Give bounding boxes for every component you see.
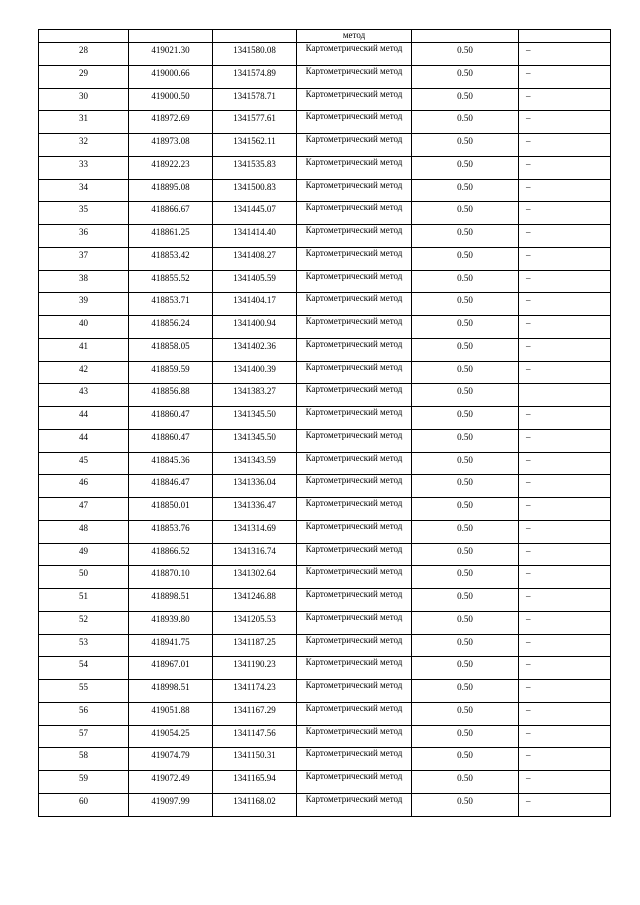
cell-accuracy: 0.50 (412, 589, 519, 612)
cell-accuracy: 0.50 (412, 543, 519, 566)
cell-method: Картометрический метод (297, 316, 412, 339)
cell-point-number: 39 (39, 293, 129, 316)
cell-note: – (519, 611, 611, 634)
cell-accuracy: 0.50 (412, 270, 519, 293)
cell-y-coordinate: 1341345.50 (213, 407, 297, 430)
cell-point-number: 49 (39, 543, 129, 566)
cell-x-coordinate: 419021.30 (129, 43, 213, 66)
cell-note: – (519, 270, 611, 293)
cell-point-number: 37 (39, 247, 129, 270)
cell-point-number: 58 (39, 748, 129, 771)
cell-x-coordinate: 418858.05 (129, 338, 213, 361)
cell-method: Картометрический метод (297, 748, 412, 771)
cell-x-coordinate: 418856.24 (129, 316, 213, 339)
cell-x-coordinate: 419000.50 (129, 88, 213, 111)
cell-x-coordinate: 418973.08 (129, 134, 213, 157)
cell-accuracy: 0.50 (412, 566, 519, 589)
cell-x-coordinate: 418941.75 (129, 634, 213, 657)
cell-accuracy: 0.50 (412, 429, 519, 452)
cell-note: – (519, 179, 611, 202)
cell-point-number: 53 (39, 634, 129, 657)
cell-point-number: 32 (39, 134, 129, 157)
table-row (39, 498, 611, 521)
cell-y-coordinate: 1341187.25 (213, 634, 297, 657)
cell-y-coordinate: 1341574.89 (213, 65, 297, 88)
table-row (39, 316, 611, 339)
cell-point-number: 57 (39, 725, 129, 748)
cell-y-coordinate: 1341408.27 (213, 247, 297, 270)
cell-point-number: 54 (39, 657, 129, 680)
cell-point-number: 56 (39, 702, 129, 725)
cell-x-coordinate: 418861.25 (129, 225, 213, 248)
cell-point-number: 28 (39, 43, 129, 66)
cell-accuracy: 0.50 (412, 88, 519, 111)
table-row (39, 88, 611, 111)
cell-accuracy: 0.50 (412, 43, 519, 66)
cell-y-coordinate: 1341383.27 (213, 384, 297, 407)
cell-method: Картометрический метод (297, 771, 412, 794)
cell-method: Картометрический метод (297, 475, 412, 498)
cell-note: – (519, 316, 611, 339)
cell-note: – (519, 520, 611, 543)
cell-note: – (519, 65, 611, 88)
cell-y-coordinate: 1341336.04 (213, 475, 297, 498)
cell-x-coordinate: 419051.88 (129, 702, 213, 725)
cell-method: Картометрический метод (297, 225, 412, 248)
table-row (39, 475, 611, 498)
cell-x-coordinate (129, 30, 213, 43)
cell-method: Картометрический метод (297, 702, 412, 725)
cell-note (519, 30, 611, 43)
table-row (39, 384, 611, 407)
cell-x-coordinate: 418859.59 (129, 361, 213, 384)
cell-point-number: 55 (39, 680, 129, 703)
cell-y-coordinate: 1341577.61 (213, 111, 297, 134)
cell-accuracy: 0.50 (412, 247, 519, 270)
coordinates-table (38, 29, 611, 817)
cell-x-coordinate: 418850.01 (129, 498, 213, 521)
table-row (39, 407, 611, 430)
cell-accuracy: 0.50 (412, 657, 519, 680)
cell-x-coordinate: 418972.69 (129, 111, 213, 134)
cell-method: Картометрический метод (297, 179, 412, 202)
table-row (39, 520, 611, 543)
cell-y-coordinate: 1341314.69 (213, 520, 297, 543)
cell-x-coordinate: 418967.01 (129, 657, 213, 680)
table-row (39, 771, 611, 794)
cell-accuracy: 0.50 (412, 293, 519, 316)
cell-accuracy: 0.50 (412, 65, 519, 88)
cell-method: Картометрический метод (297, 793, 412, 816)
cell-note: – (519, 111, 611, 134)
cell-note: – (519, 134, 611, 157)
cell-x-coordinate: 418922.23 (129, 156, 213, 179)
table-row (39, 702, 611, 725)
cell-x-coordinate: 419072.49 (129, 771, 213, 794)
cell-note: – (519, 793, 611, 816)
cell-point-number: 41 (39, 338, 129, 361)
table-row (39, 293, 611, 316)
cell-point-number: 51 (39, 589, 129, 612)
cell-point-number: 35 (39, 202, 129, 225)
table-row (39, 202, 611, 225)
cell-y-coordinate (213, 30, 297, 43)
cell-y-coordinate: 1341535.83 (213, 156, 297, 179)
cell-y-coordinate: 1341345.50 (213, 429, 297, 452)
cell-point-number: 42 (39, 361, 129, 384)
cell-method: Картометрический метод (297, 156, 412, 179)
cell-method: Картометрический метод (297, 634, 412, 657)
cell-x-coordinate: 419000.66 (129, 65, 213, 88)
cell-note: – (519, 771, 611, 794)
cell-y-coordinate: 1341445.07 (213, 202, 297, 225)
cell-note: – (519, 725, 611, 748)
table-row (39, 361, 611, 384)
cell-note: – (519, 88, 611, 111)
cell-y-coordinate: 1341168.02 (213, 793, 297, 816)
cell-y-coordinate: 1341336.47 (213, 498, 297, 521)
cell-method: Картометрический метод (297, 270, 412, 293)
cell-method: Картометрический метод (297, 247, 412, 270)
cell-note: – (519, 475, 611, 498)
cell-point-number: 52 (39, 611, 129, 634)
cell-note: – (519, 566, 611, 589)
table-row (39, 225, 611, 248)
cell-accuracy: 0.50 (412, 316, 519, 339)
table-row (39, 134, 611, 157)
cell-method: Картометрический метод (297, 338, 412, 361)
cell-y-coordinate: 1341147.56 (213, 725, 297, 748)
cell-y-coordinate: 1341580.08 (213, 43, 297, 66)
cell-x-coordinate: 419054.25 (129, 725, 213, 748)
cell-accuracy: 0.50 (412, 680, 519, 703)
cell-y-coordinate: 1341316.74 (213, 543, 297, 566)
cell-method: Картометрический метод (297, 611, 412, 634)
cell-point-number: 40 (39, 316, 129, 339)
cell-point-number: 45 (39, 452, 129, 475)
cell-note: – (519, 748, 611, 771)
cell-note: – (519, 429, 611, 452)
cell-x-coordinate: 418846.47 (129, 475, 213, 498)
cell-x-coordinate: 419097.99 (129, 793, 213, 816)
cell-note: – (519, 543, 611, 566)
cell-method: Картометрический метод (297, 657, 412, 680)
cell-y-coordinate: 1341174.23 (213, 680, 297, 703)
cell-accuracy: 0.50 (412, 202, 519, 225)
cell-method: Картометрический метод (297, 589, 412, 612)
table-row (39, 611, 611, 634)
cell-point-number: 34 (39, 179, 129, 202)
cell-accuracy: 0.50 (412, 452, 519, 475)
table-row (39, 156, 611, 179)
cell-accuracy: 0.50 (412, 179, 519, 202)
cell-point-number: 48 (39, 520, 129, 543)
cell-method: Картометрический метод (297, 520, 412, 543)
cell-note: – (519, 361, 611, 384)
cell-x-coordinate: 418895.08 (129, 179, 213, 202)
cell-note: – (519, 225, 611, 248)
cell-point-number: 46 (39, 475, 129, 498)
cell-y-coordinate: 1341500.83 (213, 179, 297, 202)
cell-accuracy: 0.50 (412, 475, 519, 498)
cell-x-coordinate: 418866.67 (129, 202, 213, 225)
cell-x-coordinate: 418853.76 (129, 520, 213, 543)
cell-note (519, 384, 611, 407)
cell-y-coordinate: 1341405.59 (213, 270, 297, 293)
cell-accuracy: 0.50 (412, 725, 519, 748)
cell-point-number: 43 (39, 384, 129, 407)
cell-method: Картометрический метод (297, 134, 412, 157)
cell-method: Картометрический метод (297, 680, 412, 703)
cell-x-coordinate: 418866.52 (129, 543, 213, 566)
cell-note: – (519, 247, 611, 270)
cell-method: Картометрический метод (297, 452, 412, 475)
cell-x-coordinate: 418998.51 (129, 680, 213, 703)
cell-point-number: 59 (39, 771, 129, 794)
cell-accuracy: 0.50 (412, 520, 519, 543)
table-row (39, 43, 611, 66)
cell-accuracy: 0.50 (412, 384, 519, 407)
cell-accuracy: 0.50 (412, 134, 519, 157)
cell-note: – (519, 680, 611, 703)
cell-y-coordinate: 1341205.53 (213, 611, 297, 634)
cell-x-coordinate: 418853.71 (129, 293, 213, 316)
table-row (39, 543, 611, 566)
cell-note: – (519, 43, 611, 66)
cell-note: – (519, 452, 611, 475)
table-row (39, 247, 611, 270)
cell-accuracy: 0.50 (412, 634, 519, 657)
table-row (39, 680, 611, 703)
cell-note: – (519, 702, 611, 725)
cell-note: – (519, 156, 611, 179)
cell-y-coordinate: 1341400.39 (213, 361, 297, 384)
cell-point-number: 38 (39, 270, 129, 293)
cell-accuracy: 0.50 (412, 407, 519, 430)
cell-note: – (519, 589, 611, 612)
cell-note: – (519, 338, 611, 361)
table-row (39, 725, 611, 748)
cell-y-coordinate: 1341190.23 (213, 657, 297, 680)
table-row (39, 65, 611, 88)
cell-note: – (519, 293, 611, 316)
cell-accuracy: 0.50 (412, 156, 519, 179)
cell-point-number: 44 (39, 407, 129, 430)
cell-method: Картометрический метод (297, 88, 412, 111)
cell-point-number: 30 (39, 88, 129, 111)
cell-method: Картометрический метод (297, 111, 412, 134)
cell-point-number: 47 (39, 498, 129, 521)
cell-x-coordinate: 419074.79 (129, 748, 213, 771)
cell-y-coordinate: 1341165.94 (213, 771, 297, 794)
table-row (39, 566, 611, 589)
cell-method: Картометрический метод (297, 566, 412, 589)
table-row (39, 793, 611, 816)
cell-y-coordinate: 1341167.29 (213, 702, 297, 725)
cell-method: Картометрический метод (297, 65, 412, 88)
table-row (39, 270, 611, 293)
cell-y-coordinate: 1341150.31 (213, 748, 297, 771)
cell-point-number (39, 30, 129, 43)
cell-y-coordinate: 1341414.40 (213, 225, 297, 248)
cell-accuracy: 0.50 (412, 702, 519, 725)
cell-point-number: 44 (39, 429, 129, 452)
cell-note: – (519, 202, 611, 225)
cell-y-coordinate: 1341402.36 (213, 338, 297, 361)
cell-method: Картометрический метод (297, 407, 412, 430)
cell-method: Картометрический метод (297, 498, 412, 521)
cell-method: Картометрический метод (297, 293, 412, 316)
cell-accuracy: 0.50 (412, 793, 519, 816)
cell-method: Картометрический метод (297, 361, 412, 384)
cell-accuracy: 0.50 (412, 748, 519, 771)
table-row (39, 111, 611, 134)
cell-note: – (519, 407, 611, 430)
cell-note: – (519, 498, 611, 521)
cell-accuracy: 0.50 (412, 111, 519, 134)
table-row (39, 452, 611, 475)
cell-method: Картометрический метод (297, 725, 412, 748)
cell-x-coordinate: 418898.51 (129, 589, 213, 612)
cell-x-coordinate: 418845.36 (129, 452, 213, 475)
table-row (39, 634, 611, 657)
table-row-continued (39, 30, 611, 43)
cell-accuracy: 0.50 (412, 225, 519, 248)
cell-method: Картометрический метод (297, 384, 412, 407)
cell-accuracy: 0.50 (412, 611, 519, 634)
cell-point-number: 33 (39, 156, 129, 179)
table-row (39, 338, 611, 361)
cell-point-number: 60 (39, 793, 129, 816)
cell-x-coordinate: 418856.88 (129, 384, 213, 407)
cell-point-number: 50 (39, 566, 129, 589)
cell-y-coordinate: 1341246.88 (213, 589, 297, 612)
cell-accuracy: 0.50 (412, 338, 519, 361)
table-row (39, 429, 611, 452)
coordinates-table-body (39, 30, 611, 817)
cell-y-coordinate: 1341578.71 (213, 88, 297, 111)
cell-x-coordinate: 418853.42 (129, 247, 213, 270)
cell-accuracy: 0.50 (412, 498, 519, 521)
table-row (39, 589, 611, 612)
cell-point-number: 36 (39, 225, 129, 248)
cell-x-coordinate: 418870.10 (129, 566, 213, 589)
cell-note: – (519, 634, 611, 657)
cell-y-coordinate: 1341343.59 (213, 452, 297, 475)
cell-method: Картометрический метод (297, 43, 412, 66)
cell-note: – (519, 657, 611, 680)
cell-method: Картометрический метод (297, 543, 412, 566)
cell-accuracy: 0.50 (412, 361, 519, 384)
cell-y-coordinate: 1341302.64 (213, 566, 297, 589)
cell-accuracy: 0.50 (412, 771, 519, 794)
cell-x-coordinate: 418855.52 (129, 270, 213, 293)
cell-method: Картометрический метод (297, 202, 412, 225)
cell-accuracy (412, 30, 519, 43)
cell-method: Картометрический метод (297, 429, 412, 452)
cell-x-coordinate: 418939.80 (129, 611, 213, 634)
table-row (39, 657, 611, 680)
cell-method: метод (297, 30, 412, 43)
document-page (38, 29, 610, 817)
table-row (39, 179, 611, 202)
cell-x-coordinate: 418860.47 (129, 429, 213, 452)
cell-point-number: 31 (39, 111, 129, 134)
cell-y-coordinate: 1341400.94 (213, 316, 297, 339)
cell-x-coordinate: 418860.47 (129, 407, 213, 430)
cell-point-number: 29 (39, 65, 129, 88)
cell-y-coordinate: 1341404.17 (213, 293, 297, 316)
table-row (39, 748, 611, 771)
cell-y-coordinate: 1341562.11 (213, 134, 297, 157)
